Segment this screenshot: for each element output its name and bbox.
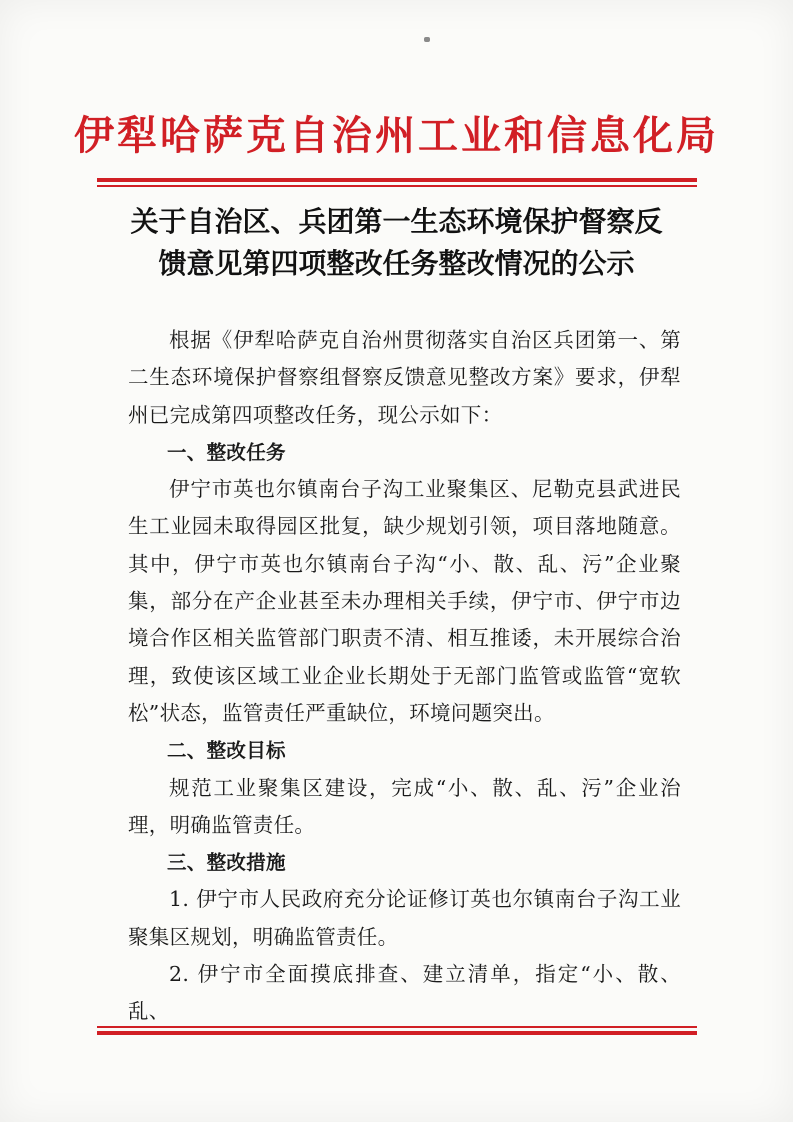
document-body xyxy=(128,322,681,1031)
header-red-rule-thin xyxy=(97,185,697,187)
intro-paragraph: 根据《伊犁哈萨克自治州贯彻落实自治区兵团第一、第二生态环境保护督察组督察反馈意见整改方案》要求，伊犁州已完成第四项整改任务，现公示如下： xyxy=(128,328,681,427)
measure-item-2: 2. 伊宁市全面摸底排查、建立清单，指定“小、散、乱、 xyxy=(128,962,681,1024)
document-title xyxy=(100,201,693,285)
agency-header: 伊犁哈萨克自治州工业和信息化局 xyxy=(74,113,719,159)
document-title-line-1: 关于自治区、兵团第一生态环境保护督察反 xyxy=(130,205,663,238)
scan-mark xyxy=(424,37,430,42)
footer-red-rule-thin xyxy=(97,1026,697,1028)
section-heading-goal: 二、整改目标 xyxy=(167,739,286,763)
document-title-line-2: 馈意见第四项整改任务整改情况的公示 xyxy=(158,247,635,280)
measure-item-1: 1. 伊宁市人民政府充分论证修订英也尔镇南台子沟工业聚集区规划，明确监管责任。 xyxy=(128,887,681,949)
section-task-paragraph: 伊宁市英也尔镇南台子沟工业聚集区、尼勒克县武进民生工业园未取得园区批复，缺少规划引领，项目落地随意。其中，伊宁市英也尔镇南台子沟“小、散、乱、污”企业聚集，部分在产企业甚至未办理相关手续，伊宁市、伊宁市边境合作区相关监管部门职责不清、相互推诿，未开展综合治理，致使该区域工业企业长期处于无部门监管或监管“宽软松”状态，监管责任严重缺位，环境问题突出。 xyxy=(128,477,681,725)
header-red-rule-thick xyxy=(97,178,697,182)
section-heading-task: 一、整改任务 xyxy=(167,440,286,464)
section-heading-measures: 三、整改措施 xyxy=(167,851,286,875)
footer-red-rule-thick xyxy=(97,1031,697,1035)
section-goal-paragraph: 规范工业聚集区建设，完成“小、散、乱、污”企业治理，明确监管责任。 xyxy=(128,775,681,837)
